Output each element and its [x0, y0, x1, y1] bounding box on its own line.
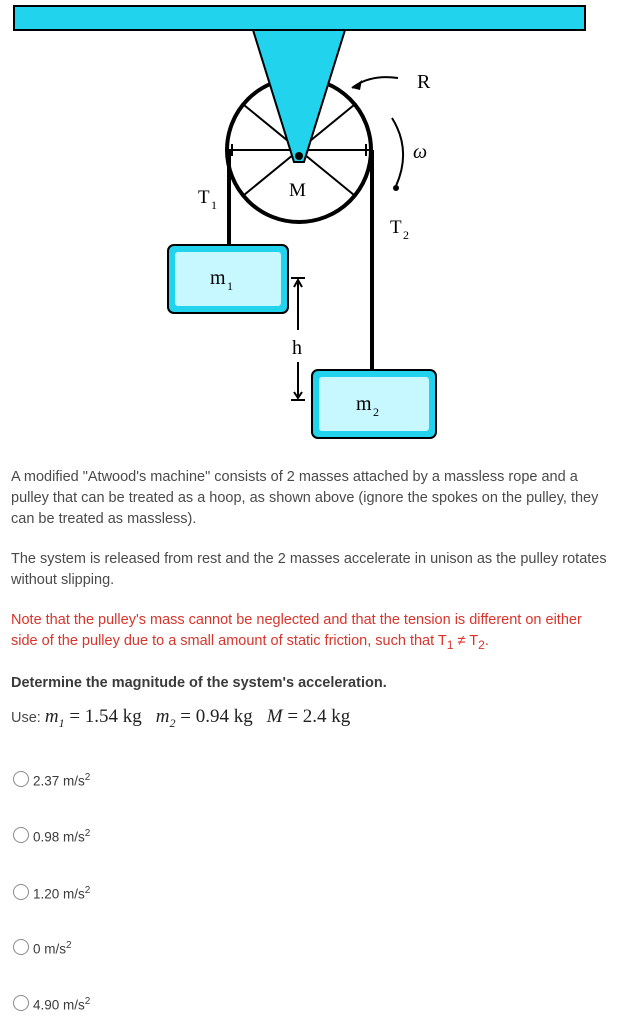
label-m1: m: [210, 267, 226, 289]
pulley-axle: [295, 152, 303, 160]
note-paragraph: Note that the pulley's mass cannot be neglected and that the tension is different on either side of the pulley due to a small amount of static friction, such that $T_1 \ne T_2$.: [11, 612, 582, 652]
label-m2: m: [356, 393, 372, 415]
radio-button[interactable]: [13, 771, 29, 787]
svg-text:2: 2: [373, 405, 379, 419]
option-4[interactable]: 0 $m/s^2$: [13, 932, 72, 956]
option-3[interactable]: 1.20 $m/s^2$: [13, 877, 90, 901]
ceiling-bar: [14, 6, 585, 30]
description-paragraph: A modified "Atwood's machine" consists of 2 masses attached by a massless rope and a pulley that can be treated as a hoop, as shown above (ignore the spokes on the pulley, they can be treated as massless).: [11, 469, 599, 527]
label-R: R: [417, 71, 431, 93]
omega-arrow: [392, 118, 403, 186]
svg-text:1: 1: [227, 279, 233, 293]
release-paragraph: The system is released from rest and the 2 masses accelerate in unison as the pulley rotates without slipping.: [11, 551, 607, 588]
label-h: h: [292, 337, 302, 359]
svg-text:1: 1: [211, 198, 217, 212]
radio-button[interactable]: [13, 995, 29, 1011]
label-T2: T: [390, 217, 402, 238]
label-omega: ω: [413, 141, 428, 163]
svg-text:2: 2: [403, 228, 409, 242]
radio-button[interactable]: [13, 939, 29, 955]
option-2[interactable]: 0.98 $m/s^2$: [13, 820, 90, 844]
atwood-machine-figure: [0, 0, 626, 445]
label-T1: T: [198, 187, 210, 208]
option-5[interactable]: 4.90 $m/s^2$: [13, 988, 90, 1012]
radio-button[interactable]: [13, 827, 29, 843]
radio-button[interactable]: [13, 884, 29, 900]
option-1[interactable]: 2.37 $m/s^2$: [13, 764, 90, 788]
given-values: Use: $m_1 = 1.54$ kg $m_2 = 0.94$ kg M = 2.4 kg: [11, 706, 351, 730]
label-M: M: [289, 180, 306, 201]
question-text: Determine the magnitude of the system's acceleration.: [11, 675, 387, 691]
